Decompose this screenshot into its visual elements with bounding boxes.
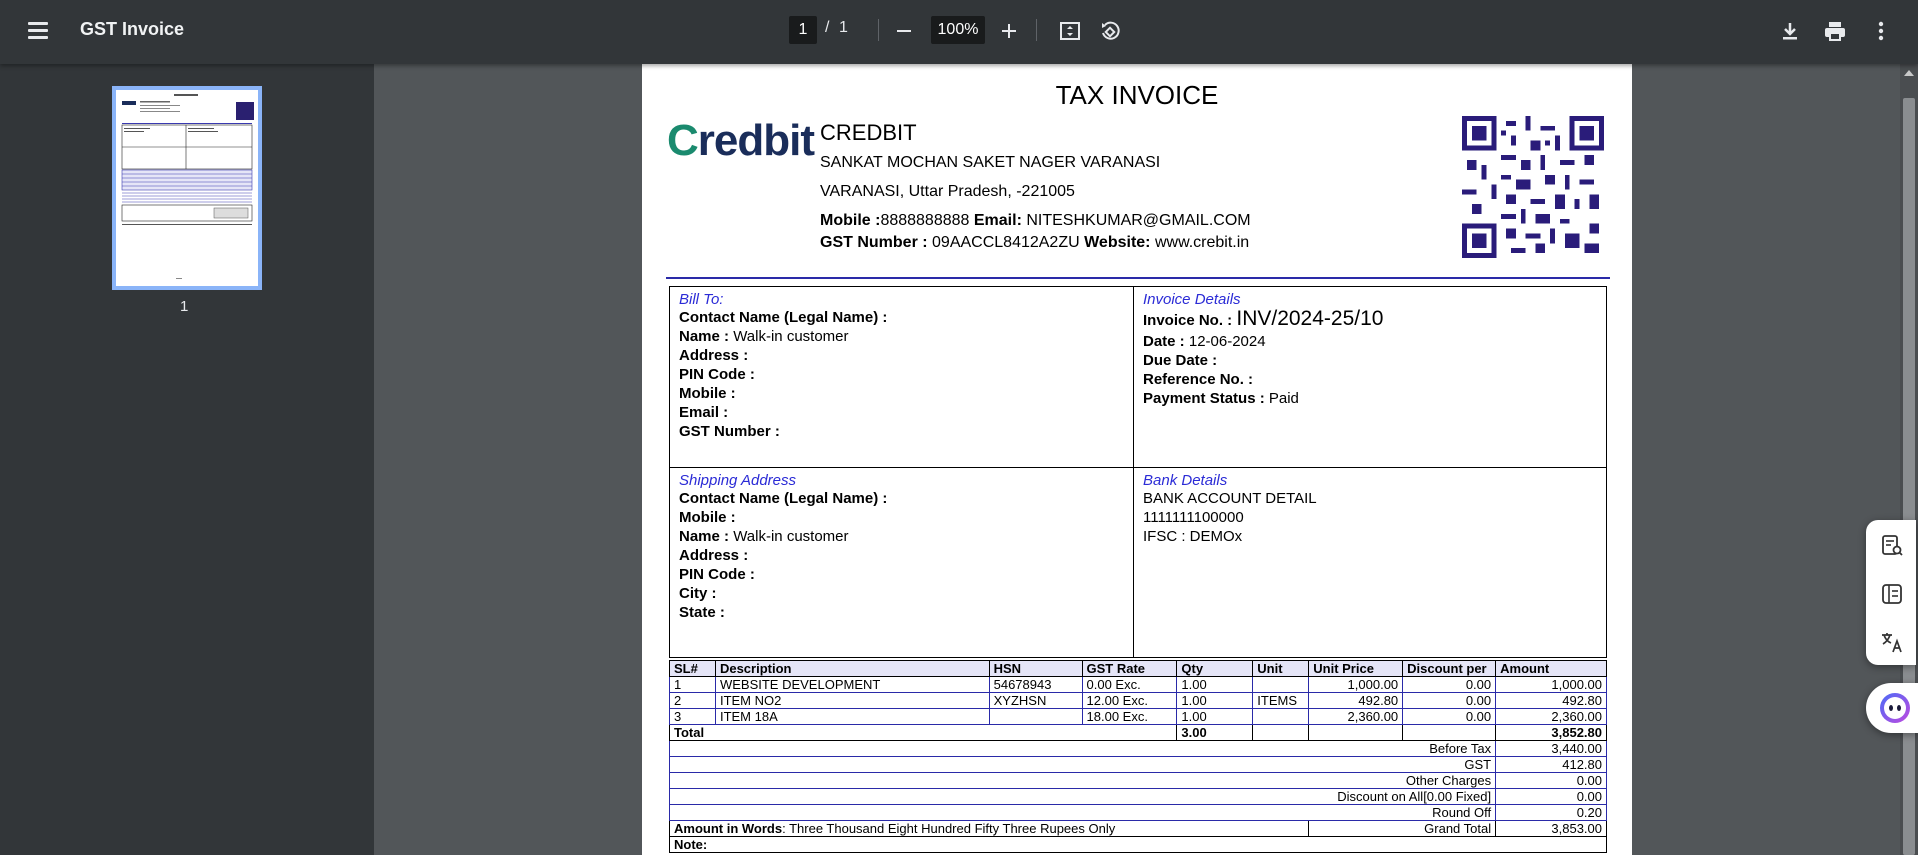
bill-address-label: Address : [679, 347, 749, 364]
cell-qty: 1.00 [1177, 693, 1253, 709]
bank-line1: BANK ACCOUNT DETAIL [1143, 490, 1317, 507]
due-date-label: Due Date : [1143, 352, 1218, 369]
summary-value: 0.20 [1496, 805, 1607, 821]
ship-state-label: State : [679, 604, 725, 621]
summary-value: 3,440.00 [1496, 741, 1607, 757]
page-number-input[interactable]: 1 [789, 16, 817, 44]
ai-assistant-icon[interactable] [1866, 683, 1918, 733]
summary-row [670, 789, 1607, 805]
grand-total-row [670, 821, 1607, 837]
bill-mobile-label: Mobile : [679, 385, 736, 402]
table-row [670, 677, 1607, 693]
pdf-toolbar [0, 0, 1918, 64]
total-empty [1403, 725, 1496, 741]
bill-name-value: Walk-in customer [733, 328, 849, 345]
company-name: CREDBIT [820, 120, 917, 145]
cell-unit: ITEMS [1253, 693, 1309, 709]
summary-value: 0.00 [1496, 789, 1607, 805]
payment-status-value: Paid [1268, 390, 1299, 407]
total-qty: 3.00 [1177, 725, 1253, 741]
cell-unit-price: 1,000.00 [1309, 677, 1403, 693]
bill-to-box [669, 286, 1134, 468]
zoom-in-icon[interactable] [994, 16, 1024, 46]
summary-label: Other Charges [670, 773, 1496, 789]
toolbar-divider [878, 19, 879, 41]
table-header-row [670, 661, 1607, 677]
cell-gst-rate: 0.00 Exc. [1082, 677, 1177, 693]
thumbnail-sidebar [0, 64, 374, 855]
bill-name-label: Name : [679, 328, 730, 345]
invoice-no-value: INV/2024-25/10 [1236, 307, 1384, 330]
cell-discount: 0.00 [1403, 693, 1496, 709]
summary-value: 412.80 [1496, 757, 1607, 773]
items-table [669, 660, 1607, 853]
ship-address-label: Address : [679, 547, 749, 564]
company-gst: 09AACCL8412A2ZU [932, 234, 1080, 251]
bank-account-number: 1111111100000 [1143, 509, 1244, 526]
company-website: www.crebit.in [1154, 234, 1250, 251]
ship-contact-label: Contact Name (Legal Name) : [679, 490, 888, 507]
more-options-icon[interactable] [1866, 16, 1896, 46]
summary-value: 0.00 [1496, 773, 1607, 789]
company-gst-line [820, 234, 1249, 252]
cell-description: ITEM NO2 [715, 693, 989, 709]
grand-total-value: 3,853.00 [1496, 821, 1607, 837]
scrollbar-thumb[interactable] [1903, 98, 1915, 855]
bank-details-box [1133, 467, 1607, 658]
zoom-out-icon[interactable] [889, 16, 919, 46]
qr-code [1462, 116, 1604, 258]
bill-email-label: Email : [679, 404, 729, 421]
cell-unit-price: 2,360.00 [1309, 709, 1403, 725]
invoice-details-heading: Invoice Details [1143, 291, 1241, 308]
summary-row [670, 741, 1607, 757]
cell-gst-rate: 12.00 Exc. [1082, 693, 1177, 709]
toolbar-divider [1036, 19, 1037, 41]
cell-qty: 1.00 [1177, 709, 1253, 725]
cell-sl: 3 [670, 709, 716, 725]
document-search-icon[interactable] [1880, 534, 1904, 558]
vertical-scrollbar[interactable] [1900, 64, 1918, 855]
summary-row [670, 773, 1607, 789]
summary-label: Discount on All[0.00 Fixed] [670, 789, 1496, 805]
total-row [670, 725, 1607, 741]
translate-icon[interactable] [1880, 630, 1904, 654]
cell-qty: 1.00 [1177, 677, 1253, 693]
cell-unit-price: 492.80 [1309, 693, 1403, 709]
header-divider [666, 277, 1610, 279]
cell-description: ITEM 18A [715, 709, 989, 725]
company-address-line1: SANKAT MOCHAN SAKET NAGER VARANASI [820, 154, 1161, 171]
page-total: 1 [839, 19, 848, 36]
total-empty [1253, 725, 1309, 741]
print-icon[interactable] [1820, 16, 1850, 46]
amount-words-label: Amount in Words [674, 821, 783, 836]
ship-name-label: Name : [679, 528, 730, 545]
website-label: Website: [1084, 234, 1151, 251]
page-separator: / [825, 19, 830, 36]
col-header: Unit [1253, 661, 1309, 677]
download-icon[interactable] [1775, 16, 1805, 46]
ship-city-label: City : [679, 585, 717, 602]
bill-contact-label: Contact Name (Legal Name) : [679, 309, 888, 326]
col-header: Amount [1496, 661, 1607, 677]
amount-words-value: : Three Thousand Eight Hundred Fifty Three Rupees Only [782, 821, 1116, 836]
cell-sl: 1 [670, 677, 716, 693]
ship-mobile-label: Mobile : [679, 509, 736, 526]
shipping-heading: Shipping Address [679, 472, 797, 489]
invoice-details-box [1133, 286, 1607, 468]
table-row [670, 709, 1607, 725]
cell-sl: 2 [670, 693, 716, 709]
cell-hsn: 54678943 [989, 677, 1082, 693]
company-email: NITESHKUMAR@GMAIL.COM [1026, 212, 1251, 229]
cell-hsn [989, 709, 1082, 725]
bank-heading: Bank Details [1143, 472, 1228, 489]
ship-name-value: Walk-in customer [733, 528, 849, 545]
col-header: Discount per [1403, 661, 1496, 677]
bill-to-heading: Bill To: [679, 291, 724, 308]
company-mobile: 8888888888 [880, 212, 970, 229]
rotate-icon[interactable] [1095, 16, 1125, 46]
cell-amount: 492.80 [1496, 693, 1607, 709]
menu-icon[interactable] [24, 18, 54, 46]
ship-pin-label: PIN Code : [679, 566, 755, 583]
invoice-no-label: Invoice No. : [1143, 312, 1233, 329]
page-thumbnail[interactable] [112, 86, 262, 290]
bill-gst-label: GST Number : [679, 423, 780, 440]
summary-row [670, 757, 1607, 773]
note-label: Note: [670, 837, 1607, 853]
summary-label: Before Tax [670, 741, 1496, 757]
cell-hsn: XYZHSN [989, 693, 1082, 709]
gst-label: GST Number : [820, 234, 928, 251]
scroll-up-arrow-icon[interactable] [1904, 70, 1914, 76]
grand-total-label: Grand Total [1309, 821, 1496, 837]
cell-amount: 1,000.00 [1496, 677, 1607, 693]
zoom-level-input[interactable]: 100% [931, 16, 985, 44]
bill-pin-label: PIN Code : [679, 366, 755, 383]
cell-amount: 2,360.00 [1496, 709, 1607, 725]
reference-label: Reference No. : [1143, 371, 1254, 388]
col-header: Qty [1177, 661, 1253, 677]
cell-description: WEBSITE DEVELOPMENT [715, 677, 989, 693]
invoice-title: TAX INVOICE [1055, 80, 1219, 110]
notes-panel-icon[interactable] [1880, 582, 1904, 606]
col-header: GST Rate [1082, 661, 1177, 677]
bank-ifsc: IFSC : DEMOx [1143, 528, 1243, 545]
shipping-box [669, 467, 1134, 658]
company-logo: Credbit [667, 116, 815, 165]
mobile-label: Mobile : [820, 212, 881, 229]
company-contact-line [820, 212, 1251, 230]
document-title: GST Invoice [80, 19, 185, 39]
company-address-line2: VARANASI, Uttar Pradesh, -221005 [820, 183, 1075, 200]
total-amount: 3,852.80 [1496, 725, 1607, 741]
summary-label: GST [670, 757, 1496, 773]
cell-discount: 0.00 [1403, 709, 1496, 725]
side-tools-panel [1866, 520, 1916, 665]
email-label: Email: [973, 212, 1022, 229]
fit-page-icon[interactable] [1055, 16, 1085, 46]
col-header: SL# [670, 661, 716, 677]
col-header: Description [715, 661, 989, 677]
invoice-date-value: 12-06-2024 [1188, 333, 1266, 350]
thumbnail-page-number: 1 [180, 298, 189, 315]
amount-in-words [670, 821, 1309, 837]
cell-discount: 0.00 [1403, 677, 1496, 693]
cell-unit [1253, 677, 1309, 693]
pdf-page [642, 64, 1632, 855]
invoice-date-label: Date : [1143, 333, 1185, 350]
payment-status-label: Payment Status : [1143, 390, 1265, 407]
total-label: Total [670, 725, 1177, 741]
cell-gst-rate: 18.00 Exc. [1082, 709, 1177, 725]
table-row [670, 693, 1607, 709]
note-row [670, 837, 1607, 853]
summary-label: Round Off [670, 805, 1496, 821]
col-header: HSN [989, 661, 1082, 677]
cell-unit [1253, 709, 1309, 725]
total-empty [1309, 725, 1403, 741]
summary-row [670, 805, 1607, 821]
col-header: Unit Price [1309, 661, 1403, 677]
